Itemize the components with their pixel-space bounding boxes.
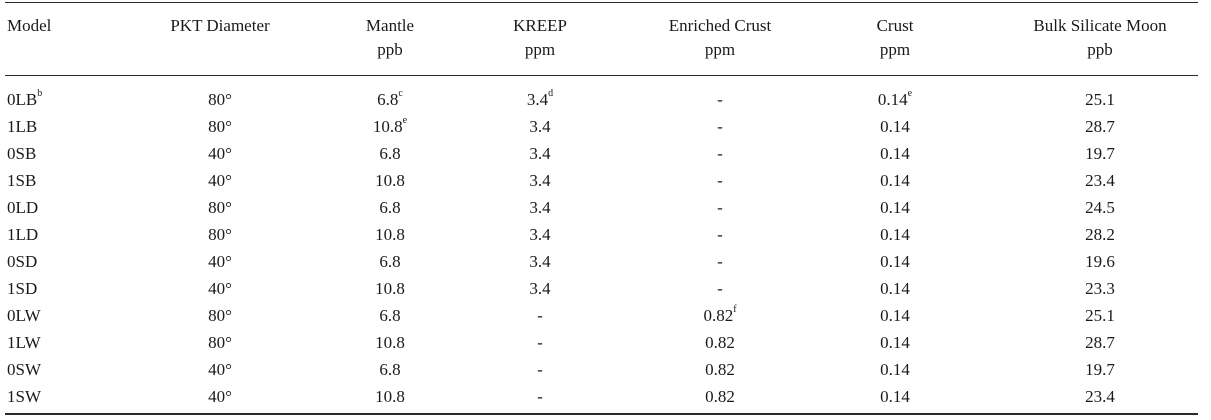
cell-value: 6.8 xyxy=(377,90,399,109)
header-line-1: KREEP xyxy=(513,16,567,35)
cell-pkt-diameter xyxy=(130,194,310,221)
cell-value: 0SD xyxy=(7,252,38,271)
cell-mantle xyxy=(330,248,450,275)
cell-value: 0.82 xyxy=(705,387,735,406)
cell-value: 19.6 xyxy=(1085,252,1115,271)
cell-enriched-crust xyxy=(630,140,810,167)
cell-value: 0LW xyxy=(7,306,41,325)
cell-value: - xyxy=(717,144,723,163)
cell-value: 0.14 xyxy=(880,333,910,352)
cell-mantle xyxy=(330,383,450,410)
table-row xyxy=(0,167,1211,194)
cell-model xyxy=(7,113,87,140)
cell-model xyxy=(7,302,87,329)
cell-enriched-crust xyxy=(630,194,810,221)
cell-value: 0.14 xyxy=(880,360,910,379)
cell-model xyxy=(7,356,87,383)
cell-model xyxy=(7,86,87,113)
cell-crust xyxy=(840,248,950,275)
cell-crust xyxy=(840,167,950,194)
cell-value: 10.8 xyxy=(375,225,405,244)
cell-pkt-diameter xyxy=(130,86,310,113)
cell-kreep xyxy=(480,140,600,167)
footnote-marker: b xyxy=(37,88,43,100)
cell-value: 0.14 xyxy=(880,279,910,298)
cell-value: 1LD xyxy=(7,225,39,244)
cell-value: - xyxy=(717,117,723,136)
cell-value: - xyxy=(717,171,723,190)
cell-value: 1SW xyxy=(7,387,41,406)
cell-value: 0.14 xyxy=(880,306,910,325)
cell-crust xyxy=(840,329,950,356)
header-line-1: Mantle xyxy=(365,16,415,35)
cell-value: 80° xyxy=(208,198,232,217)
cell-enriched-crust xyxy=(630,167,810,194)
cell-value: 0.14 xyxy=(880,144,910,163)
cell-value: 40° xyxy=(208,279,232,298)
cell-kreep xyxy=(480,329,600,356)
table-row xyxy=(0,140,1211,167)
cell-pkt-diameter xyxy=(130,329,310,356)
cell-crust xyxy=(840,302,950,329)
cell-bulk-silicate-moon xyxy=(990,356,1210,383)
cell-value: 0.14 xyxy=(880,225,910,244)
cell-bulk-silicate-moon xyxy=(990,86,1210,113)
cell-pkt-diameter xyxy=(130,302,310,329)
cell-pkt-diameter xyxy=(130,221,310,248)
cell-value: 3.4 xyxy=(529,144,551,163)
cell-value: 10.8 xyxy=(372,117,403,136)
cell-kreep xyxy=(480,302,600,329)
cell-pkt-diameter xyxy=(130,113,310,140)
cell-value: 6.8 xyxy=(379,144,401,163)
cell-mantle xyxy=(330,194,450,221)
cell-value: 0SW xyxy=(7,360,41,379)
header-line-2: ppb xyxy=(377,40,403,59)
header-line-1: PKT Diameter xyxy=(170,16,270,35)
cell-value: 3.4 xyxy=(529,171,551,190)
cell-value: 25.1 xyxy=(1085,306,1115,325)
cell-value: 0.14 xyxy=(877,90,908,109)
cell-enriched-crust xyxy=(630,221,810,248)
cell-value: 23.3 xyxy=(1085,279,1115,298)
cell-value: 24.5 xyxy=(1085,198,1115,217)
cell-value: 19.7 xyxy=(1085,360,1115,379)
footnote-marker: e xyxy=(402,115,408,127)
cell-bulk-silicate-moon xyxy=(990,167,1210,194)
cell-pkt-diameter xyxy=(130,356,310,383)
header-line-2: ppm xyxy=(704,40,736,59)
header-line-1: Bulk Silicate Moon xyxy=(1033,16,1167,35)
cell-pkt-diameter xyxy=(130,275,310,302)
cell-bulk-silicate-moon xyxy=(990,248,1210,275)
cell-value: 80° xyxy=(208,333,232,352)
cell-value: 3.4 xyxy=(529,117,551,136)
cell-value: 6.8 xyxy=(379,198,401,217)
cell-value: 3.4 xyxy=(529,252,551,271)
cell-value: 3.4 xyxy=(529,225,551,244)
cell-crust xyxy=(840,194,950,221)
cell-bulk-silicate-moon xyxy=(990,329,1210,356)
cell-kreep xyxy=(480,113,600,140)
footnote-marker: c xyxy=(398,88,403,100)
cell-crust xyxy=(840,140,950,167)
cell-mantle xyxy=(330,275,450,302)
cell-value: 10.8 xyxy=(375,387,405,406)
cell-value: 6.8 xyxy=(379,252,401,271)
cell-value: 6.8 xyxy=(379,360,401,379)
cell-kreep xyxy=(480,275,600,302)
cell-kreep xyxy=(480,383,600,410)
cell-value: 0.14 xyxy=(880,198,910,217)
header-enriched-crust xyxy=(630,14,810,62)
cell-crust xyxy=(840,275,950,302)
cell-value: 28.7 xyxy=(1085,117,1115,136)
cell-mantle xyxy=(330,113,450,140)
cell-value: - xyxy=(717,279,723,298)
table-top-rule xyxy=(5,2,1198,3)
cell-value: 80° xyxy=(208,117,232,136)
cell-bulk-silicate-moon xyxy=(990,113,1210,140)
cell-value: - xyxy=(717,225,723,244)
cell-model xyxy=(7,221,87,248)
cell-kreep xyxy=(480,248,600,275)
cell-model xyxy=(7,329,87,356)
cell-value: 3.4 xyxy=(529,198,551,217)
cell-model xyxy=(7,167,87,194)
cell-value: - xyxy=(537,387,543,406)
cell-bulk-silicate-moon xyxy=(990,140,1210,167)
table-row xyxy=(0,275,1211,302)
cell-value: 28.2 xyxy=(1085,225,1115,244)
cell-value: 80° xyxy=(208,306,232,325)
header-bulk-silicate-moon xyxy=(990,14,1210,62)
cell-value: 10.8 xyxy=(375,171,405,190)
cell-mantle xyxy=(330,221,450,248)
cell-bulk-silicate-moon xyxy=(990,221,1210,248)
cell-value: 28.7 xyxy=(1085,333,1115,352)
cell-value: 19.7 xyxy=(1085,144,1115,163)
cell-value: 0.14 xyxy=(880,117,910,136)
cell-crust xyxy=(840,356,950,383)
cell-value: 0LD xyxy=(7,198,39,217)
cell-crust xyxy=(840,221,950,248)
cell-kreep xyxy=(480,221,600,248)
cell-model xyxy=(7,275,87,302)
cell-value: 80° xyxy=(208,90,232,109)
table-row xyxy=(0,383,1211,410)
cell-value: 0.14 xyxy=(880,387,910,406)
cell-value: 0SB xyxy=(7,144,37,163)
cell-value: 0.14 xyxy=(880,171,910,190)
cell-pkt-diameter xyxy=(130,248,310,275)
header-kreep xyxy=(480,14,600,62)
cell-bulk-silicate-moon xyxy=(990,302,1210,329)
cell-value: - xyxy=(537,306,543,325)
cell-value: 40° xyxy=(208,171,232,190)
cell-value: - xyxy=(717,90,723,109)
cell-value: 1SB xyxy=(7,171,37,190)
cell-bulk-silicate-moon xyxy=(990,194,1210,221)
table-row xyxy=(0,113,1211,140)
cell-mantle xyxy=(330,329,450,356)
header-pkt-diameter xyxy=(130,14,310,38)
cell-value: 0.14 xyxy=(880,252,910,271)
header-line-1: Crust xyxy=(876,16,914,35)
cell-value: - xyxy=(537,333,543,352)
header-mantle xyxy=(330,14,450,62)
cell-value: 40° xyxy=(208,360,232,379)
cell-enriched-crust xyxy=(630,302,810,329)
cell-mantle xyxy=(330,167,450,194)
table-header-rule xyxy=(5,75,1198,76)
cell-value: 10.8 xyxy=(375,333,405,352)
cell-model xyxy=(7,383,87,410)
cell-value: 10.8 xyxy=(375,279,405,298)
cell-value: 40° xyxy=(208,387,232,406)
footnote-marker: e xyxy=(907,88,913,100)
cell-value: 3.4 xyxy=(526,90,549,109)
table-body xyxy=(0,86,1211,410)
cell-crust xyxy=(840,86,950,113)
cell-pkt-diameter xyxy=(130,167,310,194)
cell-crust xyxy=(840,113,950,140)
cell-enriched-crust xyxy=(630,383,810,410)
header-line-2: ppm xyxy=(524,40,556,59)
header-line-1: Model xyxy=(7,16,52,35)
cell-value: 3.4 xyxy=(529,279,551,298)
cell-value: - xyxy=(717,252,723,271)
cell-enriched-crust xyxy=(630,248,810,275)
table-header xyxy=(0,14,1211,70)
table-row xyxy=(0,329,1211,356)
table-bottom-rule xyxy=(5,413,1198,415)
cell-bulk-silicate-moon xyxy=(990,275,1210,302)
cell-mantle xyxy=(330,356,450,383)
cell-value: 23.4 xyxy=(1085,171,1115,190)
cell-value: 6.8 xyxy=(379,306,401,325)
cell-model xyxy=(7,194,87,221)
header-model xyxy=(7,14,87,38)
header-crust xyxy=(840,14,950,62)
table-row xyxy=(0,302,1211,329)
cell-model xyxy=(7,140,87,167)
cell-mantle xyxy=(330,140,450,167)
cell-bulk-silicate-moon xyxy=(990,383,1210,410)
footnote-marker: d xyxy=(548,88,554,100)
footnote-marker: f xyxy=(733,304,737,316)
cell-value: 1LW xyxy=(7,333,41,352)
header-line-2: ppb xyxy=(1087,40,1113,59)
cell-enriched-crust xyxy=(630,275,810,302)
header-line-1: Enriched Crust xyxy=(668,16,772,35)
cell-value: 1SD xyxy=(7,279,38,298)
cell-enriched-crust xyxy=(630,356,810,383)
header-line-2: ppm xyxy=(879,40,911,59)
cell-enriched-crust xyxy=(630,86,810,113)
cell-kreep xyxy=(480,194,600,221)
cell-value: 0.82 xyxy=(705,360,735,379)
cell-value: 0.82 xyxy=(703,306,734,325)
cell-mantle xyxy=(330,302,450,329)
table-row xyxy=(0,194,1211,221)
cell-kreep xyxy=(480,167,600,194)
table-row xyxy=(0,86,1211,113)
table-row xyxy=(0,248,1211,275)
cell-value: 1LB xyxy=(7,117,38,136)
cell-kreep xyxy=(480,356,600,383)
cell-enriched-crust xyxy=(630,329,810,356)
cell-value: 40° xyxy=(208,144,232,163)
cell-pkt-diameter xyxy=(130,140,310,167)
cell-kreep xyxy=(480,86,600,113)
cell-value: 80° xyxy=(208,225,232,244)
cell-value: - xyxy=(717,198,723,217)
table-row xyxy=(0,221,1211,248)
cell-mantle xyxy=(330,86,450,113)
table-row xyxy=(0,356,1211,383)
cell-value: - xyxy=(537,360,543,379)
cell-value: 23.4 xyxy=(1085,387,1115,406)
cell-value: 0LB xyxy=(7,90,38,109)
cell-value: 0.82 xyxy=(705,333,735,352)
cell-pkt-diameter xyxy=(130,383,310,410)
cell-crust xyxy=(840,383,950,410)
cell-enriched-crust xyxy=(630,113,810,140)
cell-value: 25.1 xyxy=(1085,90,1115,109)
cell-model xyxy=(7,248,87,275)
cell-value: 40° xyxy=(208,252,232,271)
